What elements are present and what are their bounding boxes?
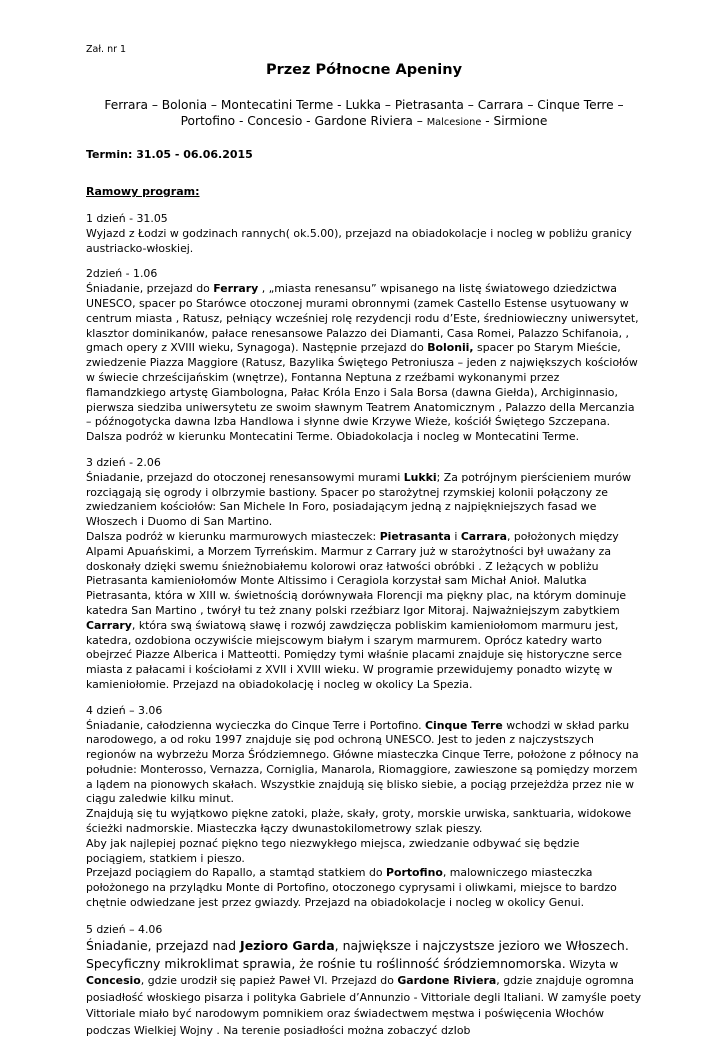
day-5-text-part: , gdzie urodził się papież Paweł VI. Przejazd do xyxy=(140,974,398,988)
day-4-text xyxy=(86,719,642,808)
day-4-text-part: , malowniczego miasteczka położonego na przylądku Monte di Portofino, otoczonego cyprysami i oliwkami, miejsce to bardzo chętnie odwiedzane jest przez gwiazdy. Przejazd na obiadokolacje i nocleg w okolicy Genui. xyxy=(86,866,617,910)
day-5-text-part: Wizyta w xyxy=(565,957,619,971)
day-2-text xyxy=(86,282,642,445)
day-2-heading: 2dzień - 1.06 xyxy=(86,267,158,281)
day-3-text-part: Śniadanie, przejazd do otoczonej renesansowymi murami xyxy=(86,470,404,484)
day-4-text-part: wchodzi w skład parku narodowego, a od roku 1997 znajduje się pod ochroną UNESCO. Jest to jeden z najczystszych regionów na wybrzeżu Morza Śródziemnego. Główne miasteczka Cinque Terre, położone z północy na południe: Monterosso, Vernazza, Corniglia, Manarola, Riomaggiore, zawieszone są pomiędzy morzem a lądem na pionowych skałach. Wszystkie znajdują się blisko siebie, a pociąg przejeżdża przez nie w ciągu zaledwie kilku minut. xyxy=(86,718,639,806)
day-3-text-part: ; Za potrójnym pierścieniem murów rozciągają się ogrody i olbrzymie bastiony. Spacer po starożytnej rzymskiej kolonii połączony ze zwiedzaniem kościołów: San Michele In Foro, posiadającym jedną z najpiękniejszych fasad we Włoszech i Duomo di San Martino. xyxy=(86,470,632,529)
day-2-bold-ferrary: Ferrary xyxy=(213,282,259,296)
day-4-section xyxy=(86,704,642,911)
day-4-text-4 xyxy=(86,866,642,910)
day-1-heading: 1 dzień - 31.05 xyxy=(86,212,168,225)
day-3-text-2 xyxy=(86,530,642,693)
day-2-bold-bolonii: Bolonii, xyxy=(427,341,474,355)
day-3-text-part: , która swą światową sławę i rozwój zawdzięcza pobliskim kamieniołomom marmuru jest, katedra, ozdobiona oczywiście miejscowym białym i szarym marmurem. Oprócz katedry warto obejrzeć Piazze Alberica i Matteotti. Pomiędzy tymi właśnie placami znajduje się historyczne serce miasta z pałacami i kościołami z XVII i XVIII wieku. W programie przewidujemy ponadto wizytę w kamieniołomie. Przejazd na obiadokolację i nocleg w okolicy La Spezia. xyxy=(86,618,622,691)
day-2-text-part: , „miasta renesansu” wpisanego na listę światowego dziedzictwa UNESCO, spacer po Starówce otoczonej murami obronnymi (zamek Castello Estense usytuowany w centrum miasta , Ratusz, pełniący wcześniej rolę rezydencji rodu d’Este, średniowieczny uniwersytet, klasztor dominikanów, pałace renesansowe Palazzo dei Diamanti, Casa Romei, Palazzo Schifanoia, , gmach opery z XVIII wieku, Synagoga). Następnie przejazd do xyxy=(86,282,639,355)
day-3-text-part: Dalsza podróż w kierunku marmurowych miasteczek: xyxy=(86,529,380,543)
day-4-text-2: Znajdują się tu wyjątkowo piękne zatoki, plaże, skały, groty, morskie urwiska, sanktuaria, widokowe ścieżki nadmorskie. Miasteczka łączy dwunastokilometrowy szlak pieszy. xyxy=(86,807,632,836)
day-5-bold-concesio: Concesio xyxy=(86,974,141,988)
document-page xyxy=(86,44,642,1050)
day-5-heading: 5 dzień – 4.06 xyxy=(86,922,163,936)
day-4-text-part: Przejazd pociągiem do Rapallo, a stamtąd statkiem do xyxy=(86,866,387,880)
route-line-1: Ferrara – Bolonia – Montecatini Terme - Lukka – Pietrasanta – Carrara – Cinque Terre – xyxy=(104,98,624,112)
day-4-heading: 4 dzień – 3.06 xyxy=(86,703,163,717)
program-heading: Ramowy program: xyxy=(86,185,200,198)
attachment-label: Zał. nr 1 xyxy=(86,44,127,55)
day-1-text: Wyjazd z Łodzi w godzinach rannych( ok.5.00), przejazd na obiadokolacje i nocleg w pobliżu granicy austriacko-włoskiej. xyxy=(86,226,632,255)
day-3-bold-lukki: Lukki xyxy=(403,470,437,484)
day-3-text xyxy=(86,471,642,530)
day-5-section xyxy=(86,922,642,1040)
day-3-text-part: i xyxy=(450,529,461,543)
day-5-text-part: , gdzie znajduje ogromna posiadłość włoskiego pisarza i polityka Gabriele d’Annunzio - Vittoriale degli Italiani. W zamyśle poety Vittoriale miało być narodowym pomnikiem oraz świadectwem męstwa i poświęcenia Włochów podczas Wielkiej Wojny . Na terenie posiadłości można zobaczyć dzIob xyxy=(86,974,642,1037)
day-3-text-part: , położonych między Alpami Apuańskimi, a Morzem Tyrreńskim. Marmur z Carrary już w starożytności był uważany za doskonały dzięki swemu śnieżnobiałemu kolorowi oraz łatwości obróbki . Z leżących w pobliżu Pietrasanta kamieniołomów Monte Altissimo i Ceragiola korzystał sam Michał Anioł. Malutka Pietrasanta, która w XIII w. świetnością dorównywała Florencji ma piękny plac, na którym dominuje katedra San Martino , twórył tu też znany polski rzeźbiarz Igor Mitoraj. Najważniejszym zabytkiem xyxy=(86,529,627,617)
day-2-section xyxy=(86,267,642,445)
day-1-section xyxy=(86,212,642,256)
day-3-bold-carrary: Carrary xyxy=(86,618,132,632)
route-line-2-end: - Sirmione xyxy=(481,114,548,128)
day-5-bold-gardone-riviera: Gardone Riviera xyxy=(397,974,497,988)
day-2-text-part: Śniadanie, przejazd do xyxy=(86,282,214,296)
route-line-2-start: Portofino - Concesio - Gardone Riviera – xyxy=(180,114,427,128)
day-5-text-part: Śniadanie, przejazd nad xyxy=(86,938,241,954)
route-subtitle xyxy=(86,97,642,131)
document-title: Przez Północne Apeniny xyxy=(265,62,463,78)
day-4-text-part: Śniadanie, całodzienna wycieczka do Cinque Terre i Portofino. xyxy=(86,718,426,732)
day-4-bold-cinque-terre: Cinque Terre xyxy=(425,718,503,732)
day-5-text xyxy=(86,938,642,1039)
day-4-text-3: Aby jak najlepiej poznać piękno tego niezwykłego miejsca, zwiedzanie odbywać się będzie pociągiem, statkiem i pieszo. xyxy=(86,836,580,865)
day-5-bold-jezioro-garda: Jezioro Garda xyxy=(240,938,335,954)
day-2-text-part: spacer po Starym Mieście, zwiedzenie Piazza Maggiore (Ratusz, Bazylika Świętego Petroniusza – jeden z największych kościołów w świecie chrześcijańskim (wnętrze), Fontanna Neptuna z rzeźbami wykonanymi przez flamandzkiego artystę Giambologna, Pałac Króla Enzo i Sala Borsa (dawna Giełda), Archiginnasio, pierwsza siedziba uniwersytetu ze swoim sławnym Teatrem Anatomicznym , Palazzo della Mercanzia – późnogotycka dawna Izba Handlowa i słynne dwie Krzywe Wieże, kościół Świętego Szczepana. Dalsza podróż w kierunku Montecatini Terme. Obiadokolacja i nocleg w Montecatini Terme. xyxy=(86,341,638,444)
day-3-bold-pietrasanta: Pietrasanta xyxy=(379,529,451,543)
day-3-heading: 3 dzień - 2.06 xyxy=(86,455,161,469)
day-4-bold-portofino: Portofino xyxy=(386,866,443,880)
route-line-2-small: Malcesione xyxy=(426,117,482,128)
day-3-section xyxy=(86,456,642,693)
day-5-text-part: , największe i najczystsze jezioro we Włoszech. Specyficzny mikroklimat sprawia, że rośnie tu roślinność śródziemnomorska. xyxy=(86,938,629,971)
trip-dates: Termin: 31.05 - 06.06.2015 xyxy=(86,148,253,161)
day-3-bold-carrara: Carrara xyxy=(460,529,507,543)
